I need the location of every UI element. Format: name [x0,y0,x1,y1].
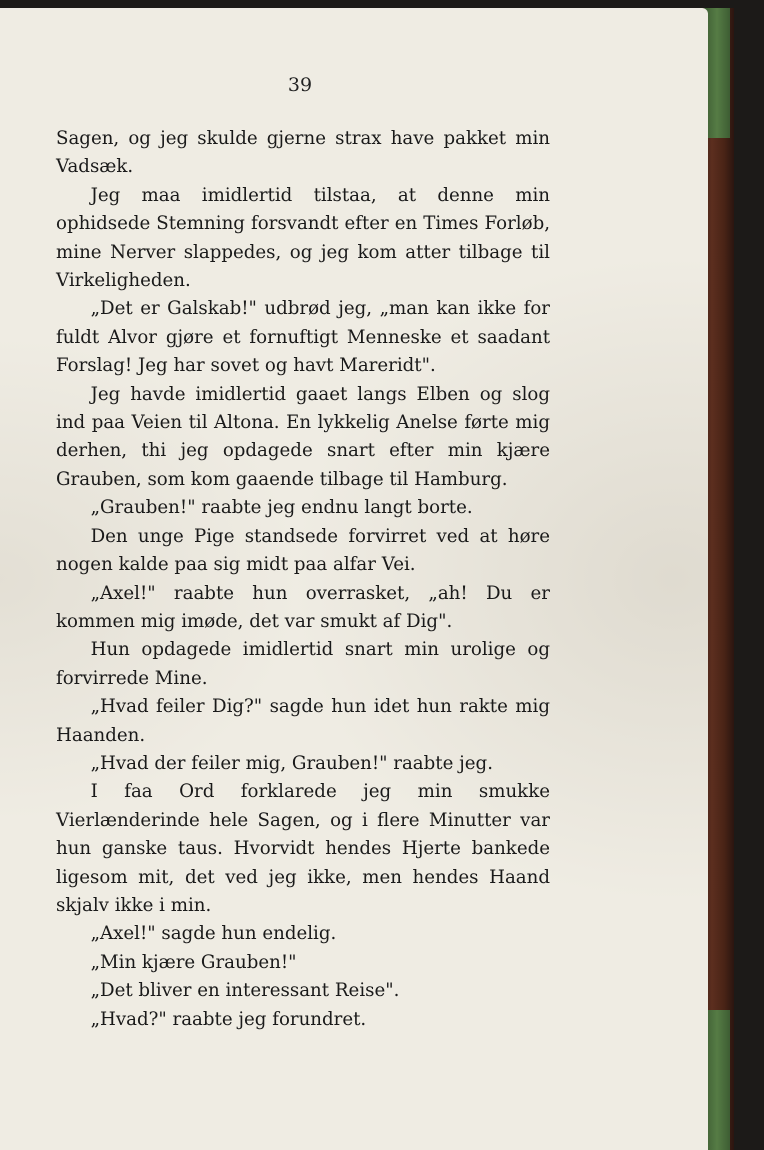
paragraph: Den unge Pige standsede forvirret ved at høre nogen kalde paa sig midt paa alfar Vei. [56,525,550,576]
paragraph: Sagen, og jeg skulde gjerne strax have pakket min Vadsæk. [56,128,550,178]
paragraph: „Min kjære Grauben!" [90,951,297,973]
paragraph: Jeg maa imidlertid tilstaa, at denne min ophidsede Stemning forsvandt efter en Times Forløb, mine Nerver slappedes, og jeg kom atter tilbage til Virkeligheden. [56,184,550,292]
paragraph: Hun opdagede imidlertid snart min urolige og forvirrede Mine. [56,639,550,689]
paragraph: „Axel!" sagde hun endelig. [90,923,337,945]
page-text [56,125,550,1034]
paragraph: Jeg havde imidlertid gaaet langs Elben og slog ind paa Veien til Altona. En lykkelig Anelse førte mig derhen, thi jeg opdagede snart efter min kjære Grauben, som kom gaaende tilbage til Hamburg. [56,383,550,490]
paragraph: I faa Ord forklarede jeg min smukke Vierlænderinde hele Sagen, og i flere Minutter var hun ganske taus. Hvorvidt hendes Hjerte bankede ligesom mit, det ved jeg ikke, men hendes Haand skjalv ikke i min. [56,781,550,916]
paragraph: „Det bliver en interessant Reise". [90,980,400,1002]
paragraph: „Grauben!" raabte jeg endnu langt borte. [90,497,473,519]
book-page [0,8,708,1150]
page-number: 39 [287,74,313,96]
paragraph: „Hvad feiler Dig?" sagde hun idet hun rakte mig Haanden. [56,696,550,746]
paragraph: „Hvad der feiler mig, Grauben!" raabte jeg. [90,752,493,774]
paragraph: „Det er Galskab!" udbrød jeg, „man kan ikke for fuldt Alvor gjøre et fornuftigt Menneske et saadant Forslag! Jeg har sovet og havt Mareridt". [56,298,550,377]
paragraph: „Axel!" raabte hun overrasket, „ah! Du er kommen mig imøde, det var smukt af Dig". [56,582,550,632]
paragraph: „Hvad?" raabte jeg forundret. [90,1008,367,1030]
